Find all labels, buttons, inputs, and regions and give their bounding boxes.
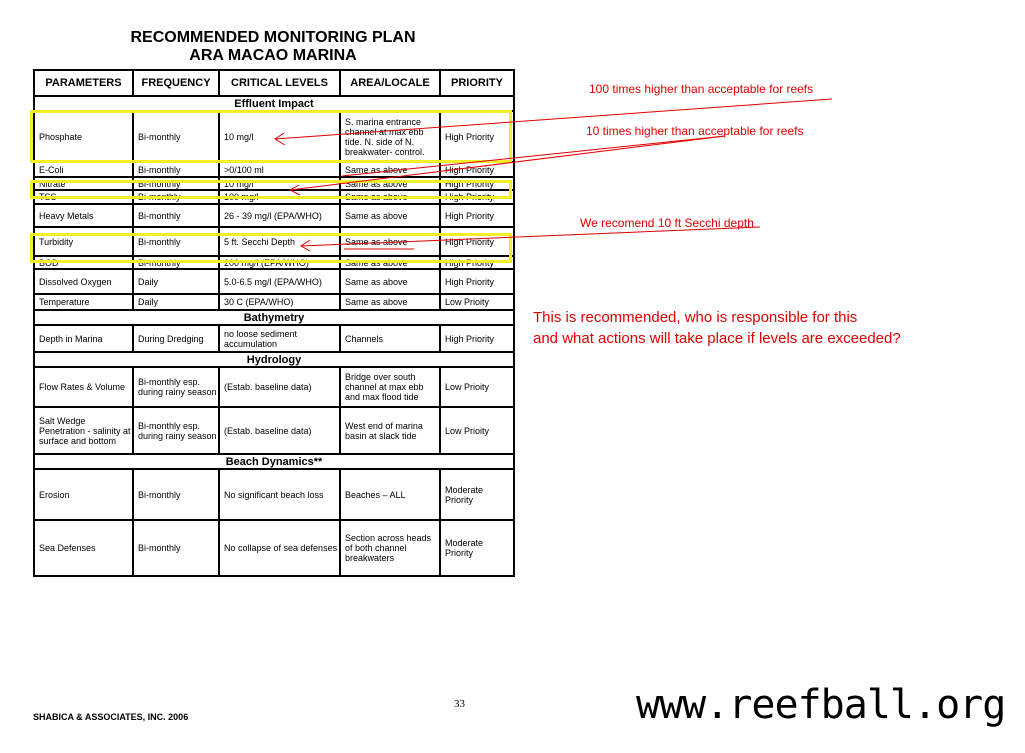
section-title: Beach Dynamics** xyxy=(34,454,514,469)
table-cell: 26 - 39 mg/l (EPA/WHO) xyxy=(219,204,340,227)
table-cell: BOD xyxy=(34,256,133,269)
table-cell: Nitrate xyxy=(34,177,133,190)
table-cell: 10 mg/l xyxy=(219,177,340,190)
table-cell: Sea Defenses xyxy=(34,520,133,576)
table-cell: Heavy Metals xyxy=(34,204,133,227)
table-cell: Moderate Priority xyxy=(440,469,514,520)
table-cell: Bi-monthly esp. during rainy season xyxy=(133,407,219,454)
table-cell: Bi-monthly xyxy=(133,204,219,227)
table-cell: Beaches – ALL xyxy=(340,469,440,520)
table-cell: Bi-monthly xyxy=(133,469,219,520)
table-cell: Phosphate xyxy=(34,111,133,162)
table-cell: Bridge over south channel at max ebb and max flood tide xyxy=(340,367,440,407)
table-cell: Moderate Priority xyxy=(440,520,514,576)
table-cell: Erosion xyxy=(34,469,133,520)
section-title: Bathymetry xyxy=(34,310,514,325)
section-title: Effluent Impact xyxy=(34,96,514,111)
table-cell: Flow Rates & Volume xyxy=(34,367,133,407)
table-cell: Low Prioity xyxy=(440,367,514,407)
table-cell: 200 mg/l (EPA/WHO) xyxy=(219,256,340,269)
table-cell: (Estab. baseline data) xyxy=(219,367,340,407)
table-cell: High Priority xyxy=(440,204,514,227)
table-cell: >0/100 ml xyxy=(219,162,340,177)
arrow-line-nitrate xyxy=(290,136,725,190)
page-number: 33 xyxy=(454,698,465,710)
table-cell: Salt Wedge Penetration - salinity at surface and bottom xyxy=(34,407,133,454)
table-cell: Low Prioity xyxy=(440,407,514,454)
document-subtitle: ARA MACAO MARINA xyxy=(189,47,357,64)
table-cell: Low Prioity xyxy=(440,294,514,310)
website-watermark: www.reefball.org xyxy=(636,682,1006,728)
table-cell: Daily xyxy=(133,294,219,310)
table-cell: Same as above xyxy=(340,204,440,227)
table-cell: E-Coli xyxy=(34,162,133,177)
annotation-main-line1: This is recommended, who is responsible for this xyxy=(533,309,858,326)
section-title: Hydrology xyxy=(34,352,514,367)
annotation-nitrate: 10 times higher than acceptable for reefs xyxy=(586,124,804,138)
table-cell: Bi-monthly xyxy=(133,227,219,256)
table-cell: no loose sediment accumulation xyxy=(219,325,340,352)
annotation-main-line2: and what actions will take place if levels are exceeded? xyxy=(533,330,901,347)
table-cell: Channels xyxy=(340,325,440,352)
table-cell: 30 C (EPA/WHO) xyxy=(219,294,340,310)
document-title: RECOMMENDED MONITORING PLAN xyxy=(130,29,416,46)
table-cell: No significant beach loss xyxy=(219,469,340,520)
table-cell: Daily xyxy=(133,269,219,294)
table-cell: High Priority xyxy=(440,162,514,177)
col-header-critical-levels: CRITICAL LEVELS xyxy=(219,70,340,96)
table-cell: Same as above xyxy=(340,256,440,269)
table-cell: No collapse of sea defenses xyxy=(219,520,340,576)
table-cell: Turbidity xyxy=(34,227,133,256)
table-cell: S. marina entrance channel at max ebb tide. N. side of N. breakwater- control. xyxy=(340,111,440,162)
table-cell: Bi-monthly xyxy=(133,162,219,177)
col-header-area-locale: AREA/LOCALE xyxy=(340,70,440,96)
table-cell: High Priority xyxy=(440,177,514,190)
table-cell: Bi-monthly xyxy=(133,111,219,162)
table-cell: Bi-monthly xyxy=(133,256,219,269)
annotation-phosphate: 100 times higher than acceptable for reefs xyxy=(589,82,814,96)
table-cell: High Priority xyxy=(440,256,514,269)
annotation-secchi: We recomend 10 ft Secchi depth xyxy=(580,216,754,230)
table-cell: TSS xyxy=(34,190,133,204)
table-cell: During Dredging xyxy=(133,325,219,352)
table-cell: High Priority xyxy=(440,111,514,162)
table-cell: Same as above xyxy=(340,190,440,204)
col-header-parameters: PARAMETERS xyxy=(34,70,133,96)
table-cell: Same as above xyxy=(340,269,440,294)
table-cell: High Priority xyxy=(440,269,514,294)
table-cell: Temperature xyxy=(34,294,133,310)
col-header-frequency: FREQUENCY xyxy=(133,70,219,96)
arrow-line-secondary xyxy=(342,136,725,176)
table-cell: Bi-monthly xyxy=(133,190,219,204)
table-cell: Same as above xyxy=(340,227,440,256)
table-cell: High Priority xyxy=(440,227,514,256)
table-cell: 5 ft. Secchi Depth xyxy=(219,227,340,256)
table-cell: West end of marina basin at slack tide xyxy=(340,407,440,454)
table-cell: Same as above xyxy=(340,162,440,177)
table-cell: Same as above xyxy=(340,177,440,190)
table-cell: Section across heads of both channel breakwaters xyxy=(340,520,440,576)
table-cell: Bi-monthly esp. during rainy season xyxy=(133,367,219,407)
table-cell: High Priority xyxy=(440,190,514,204)
table-cell: 100 mg/l xyxy=(219,190,340,204)
table-cell: Bi-monthly xyxy=(133,520,219,576)
table-cell: Depth in Marina xyxy=(34,325,133,352)
col-header-priority: PRIORITY xyxy=(440,70,514,96)
document-footer: SHABICA & ASSOCIATES, INC. 2006 xyxy=(33,712,189,722)
table-cell: (Estab. baseline data) xyxy=(219,407,340,454)
table-cell: 5.0-6.5 mg/l (EPA/WHO) xyxy=(219,269,340,294)
table-cell: Bi-monthly xyxy=(133,177,219,190)
table-cell: Same as above xyxy=(340,294,440,310)
table-cell: High Priority xyxy=(440,325,514,352)
table-cell: 10 mg/l xyxy=(219,111,340,162)
table-cell: Dissolved Oxygen xyxy=(34,269,133,294)
